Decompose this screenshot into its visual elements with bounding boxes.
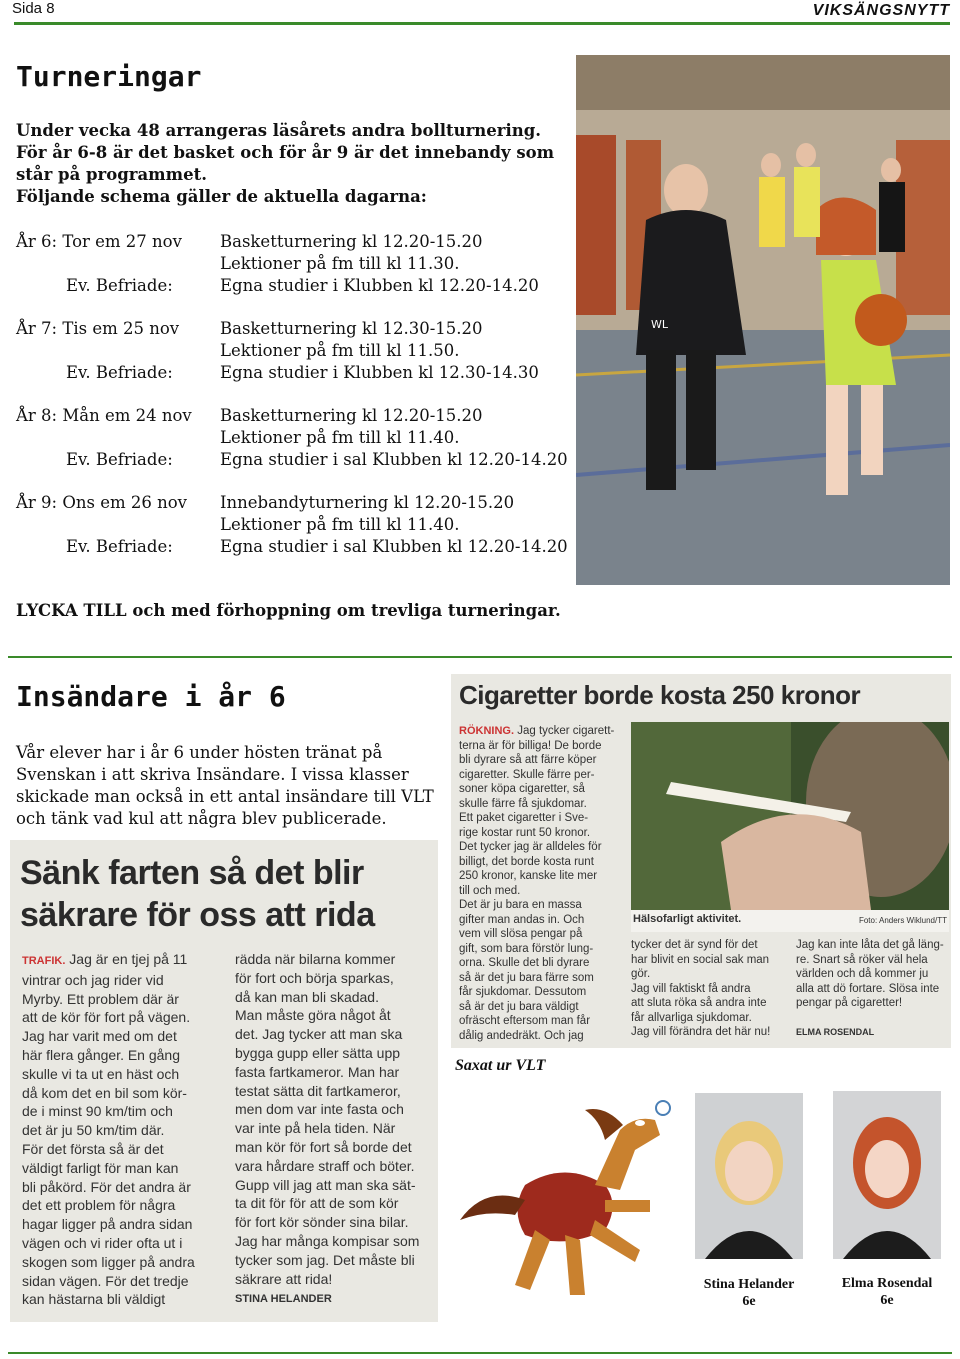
student-caption [828,1275,946,1309]
student-caption [690,1276,808,1310]
photo-credit: Foto: Anders Wiklund/TT [858,916,947,925]
intro-line: står på programmet. [16,165,207,184]
clipping-column-1: RÖKNING. Jag tycker cigarett- terna är för billiga! De borde bli dyrare så att färre köper cigaretter. Skulle färre per- soner köpa cigaretter, så skulle färre få sjukdomar. Ett paket cigaretter i Sve- rige kostar runt 50 kronor. Det tycker jag är alldeles för billigt, det borde kosta runt 250 kronor, kanske lite mer till och med. Det är ju bara en massa gifter man andas in. Och vem vill slösa pengar på gift, som bara förstör lung- orna. Skulle det bli dyrare så är det ju bara färre som får sjukdomar. Dessutom så är det ju bara väldigt ofräscht eftersom man får dålig andedräkt. Och jag [459,725,615,1042]
schedule-excused: Egna studier i Klubben kl 12.30-14.30 [220,363,539,382]
intro-line: Svenskan i att skriva Insändare. I vissa klasser [16,765,409,784]
clipping-column-3: Jag kan inte låta det gå läng- re. Snart så röker väl hela världen och då kommer ju alla att dö fortare. Slösa inte pengar på cigaretter! ELMA ROSENDAL [796,938,948,1039]
source-caption: Saxat ur VLT [455,1057,546,1074]
schedule-label: År 7: Tis em 25 nov [16,319,180,338]
smoking-photo [631,722,949,910]
intro-line: Vår elever har i år 6 under hösten tränat på [16,743,383,762]
schedule-event: Basketturnering kl 12.30-15.20 [220,319,483,338]
schedule-label: År 9: Ons em 26 nov [16,493,187,512]
section-divider [8,656,952,658]
basketball-photo [576,55,950,585]
horse-illustration [455,1090,680,1315]
schedule-lessons: Lektioner på fm till kl 11.40. [220,515,460,534]
header-divider [14,22,950,25]
clipping-headline: säkrare för oss att rida [20,896,375,934]
student-name: Elma Rosendal [841,1276,933,1291]
student-class: 6e [880,1293,894,1308]
submissions-intro [16,742,446,830]
newspaper-clipping-speed [10,840,438,1322]
schedule-event: Basketturnering kl 12.20-15.20 [220,406,483,425]
portrait-stina [695,1093,803,1259]
clipping-headline: Sänk farten så det blir [20,854,364,892]
clipping-tag: RÖKNING. [459,725,514,737]
submissions-title: Insändare i år 6 [16,680,286,713]
schedule-event: Innebandyturnering kl 12.20-15.20 [220,493,515,512]
photo-caption: Hälsofarligt aktivitet. [633,913,742,925]
clipping-tag: TRAFIK. [22,955,66,967]
schedule-label: År 8: Mån em 24 nov [16,406,192,425]
good-luck-text: LYCKA TILL och med förhoppning om trevliga turneringar. [16,601,561,620]
intro-line: och tänk vad kul att några blev publicerade. [16,809,387,828]
schedule-label: År 6: Tor em 27 nov [16,232,182,251]
tournaments-title: Turneringar [16,60,202,93]
clipping-column-1: TRAFIK. Jag är en tjej på 11 vintrar och jag rider vid Myrby. Ett problem där är att de kör för fort på vägen. Jag har varit med om det här flera gånger. En gång skulle vi ta ut en häst och då kom det en bil som kör- de i minst 90 km/tim och det är ju 50 km/tim där. För det första så är det väldigt farligt för man kan bli påkörd. För det andra är det ett problem för några hagar ligger på andra sidan vägen och vi rider ofta ut i skogen som ligger på andra sidan vägen. För det tredje kan hästarna bli väldigt [22,951,195,1308]
schedule-excused-label: Ev. Befriade: [66,276,173,295]
newspaper-clipping-cigarettes [451,674,951,1048]
intro-line: Under vecka 48 arrangeras läsårets andra bollturnering. [16,121,542,140]
schedule-excused-label: Ev. Befriade: [66,363,173,382]
schedule-excused: Egna studier i sal Klubben kl 12.20-14.20 [220,537,568,556]
schedule-lessons: Lektioner på fm till kl 11.50. [220,341,460,360]
schedule-excused-label: Ev. Befriade: [66,537,173,556]
student-class: 6e [742,1294,756,1309]
clipping-signature: STINA HELANDER [235,1293,332,1306]
student-name: Stina Helander [703,1277,795,1292]
intro-line: Följande schema gäller de aktuella dagarna: [16,187,427,206]
tournaments-intro [16,120,576,208]
clipping-signature: ELMA ROSENDAL [796,1026,875,1037]
page-number: Sida 8 [12,0,55,17]
intro-line: För år 6-8 är det basket och för år 9 är det innebandy som [16,143,555,162]
schedule-excused: Egna studier i Klubben kl 12.20-14.20 [220,276,539,295]
clipping-column-2: rädda när bilarna kommer för fort och börja sparkas, då kan man bli skadad. Man måste göra något åt det. Jag tycker att man ska bygga gupp eller sätta upp fasta fartkameror. Man har testat sätta dit fartkameror, men dom var inte fasta och var inte på hela tiden. När man kör för fort så borde det vara hårdare straff och böter. Gupp vill jag att man ska sät- ta dit för för att de som kör för fort kör sönder sina bilar. Jag har många kompisar som tycker som jag. Det måste bli säkrare att rida! STINA HELANDER [235,950,435,1309]
schedule-event: Basketturnering kl 12.20-15.20 [220,232,483,251]
schedule-lessons: Lektioner på fm till kl 11.30. [220,254,460,273]
clipping-headline: Cigaretter borde kosta 250 kronor [459,680,861,710]
footer-divider [8,1352,952,1354]
schedule-excused-label: Ev. Befriade: [66,450,173,469]
schedule-excused: Egna studier i sal Klubben kl 12.20-14.20 [220,450,568,469]
schedule-lessons: Lektioner på fm till kl 11.40. [220,428,460,447]
jersey-initials: WL [651,318,669,331]
intro-line: skickade man också in ett antal insändare till VLT [16,787,434,806]
clipping-column-2: tycker det är synd för det har blivit en social sak man gör. Jag vill faktiskt få andra att sluta röka så andra inte får allvarliga sjukdomar. Jag vill förändra det här nu! [631,939,771,1038]
portrait-elma [833,1091,941,1259]
publication-name: VIKSÄNGSNYTT [812,2,950,19]
